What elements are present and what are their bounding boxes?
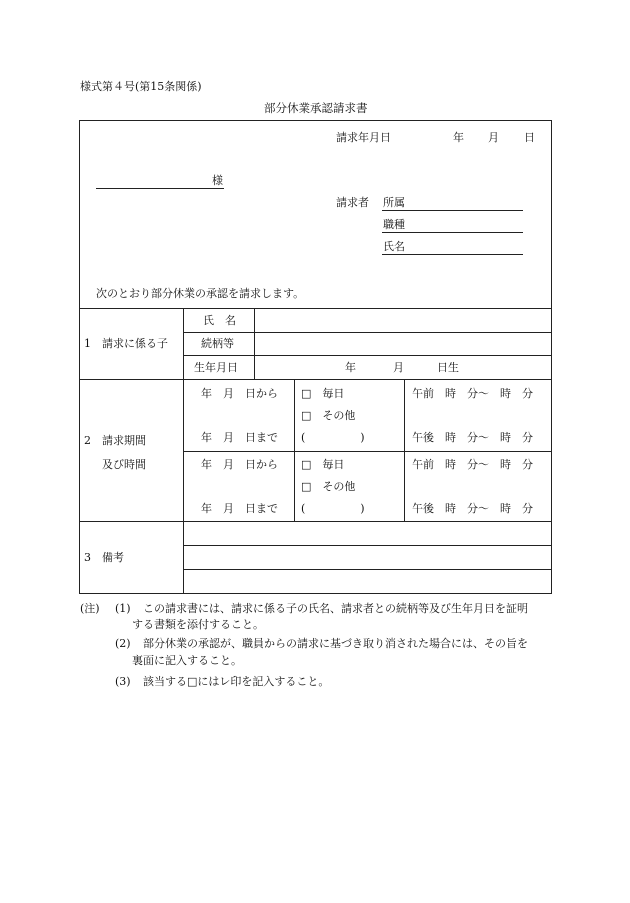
section2-top-line (79, 379, 552, 380)
section3-row-line-2 (183, 569, 552, 570)
period2-to: 年 月 日まで (201, 502, 278, 515)
position-underline (382, 232, 523, 233)
period2-from: 年 月 日から (201, 458, 278, 471)
period2-other-paren: ( ) (301, 502, 365, 515)
birth-year-label: 年 (345, 361, 356, 374)
affiliation-label: 所属 (383, 196, 405, 209)
period2-am-time: 午前 時 分～ 時 分 (412, 458, 533, 471)
note2-line2: 裏面に記入すること。 (132, 654, 242, 667)
period2-option-other: □ その他 (301, 480, 356, 493)
child-relation-label: 続柄等 (201, 337, 234, 350)
frame-top (79, 120, 552, 121)
section1-row-line-1 (183, 332, 552, 333)
name-label: 氏名 (383, 240, 405, 253)
section1-top-line (79, 308, 552, 309)
section2-label-line2: 及び時間 (102, 458, 146, 471)
period2-pm-time: 午後 時 分～ 時 分 (412, 502, 533, 515)
period1-option-other: □ その他 (301, 409, 356, 422)
section1-label: 1 請求に係る子 (84, 337, 168, 350)
form-title: 部分休業承認請求書 (264, 101, 368, 115)
affiliation-underline (382, 210, 523, 211)
frame-bottom (79, 593, 552, 594)
section2-block-divider (183, 451, 552, 452)
note1-number: (1) (115, 602, 131, 615)
period1-option-daily: □ 毎日 (301, 387, 345, 400)
note1-line1: この請求書には、請求に係る子の氏名、請求者との続柄等及び生年月日を証明 (143, 602, 528, 615)
request-date-day: 日 (524, 131, 535, 144)
note2-number: (2) (115, 637, 131, 650)
requester-label: 請求者 (336, 196, 369, 209)
section3-label: 3 備考 (84, 551, 124, 564)
period1-from: 年 月 日から (201, 387, 278, 400)
period1-other-paren: ( ) (301, 431, 365, 444)
addressee-underline (96, 188, 224, 189)
note1-line2: する書類を添付すること。 (132, 618, 264, 631)
addressee-suffix: 様 (212, 174, 223, 187)
request-statement: 次のとおり部分休業の承認を請求します。 (96, 287, 305, 300)
birth-day-label: 日生 (437, 361, 459, 374)
note2-line1: 部分休業の承認が、職員からの請求に基づき取り消された場合には、その旨を (143, 637, 528, 650)
birth-month-label: 月 (393, 361, 404, 374)
section3-row-line-1 (183, 545, 552, 546)
period1-to: 年 月 日まで (201, 431, 278, 444)
request-date-year: 年 (453, 131, 464, 144)
form-number: 様式第４号(第15条関係) (80, 80, 202, 93)
section2-time-divider (404, 379, 405, 521)
section2-date-divider (294, 379, 295, 521)
frame-right (551, 120, 552, 594)
period1-am-time: 午前 時 分～ 時 分 (412, 387, 533, 400)
period1-pm-time: 午後 時 分～ 時 分 (412, 431, 533, 444)
name-underline (382, 254, 523, 255)
section2-label-line1: 2 請求期間 (84, 434, 146, 447)
section1-row-line-2 (183, 355, 552, 356)
frame-left (79, 120, 80, 594)
request-date-label: 請求年月日 (336, 131, 391, 144)
period2-option-daily: □ 毎日 (301, 458, 345, 471)
section1-field-divider (254, 308, 255, 379)
note3-number: (3) (115, 675, 131, 688)
request-date-month: 月 (488, 131, 499, 144)
notes-prefix: (注) (80, 602, 100, 615)
child-birthdate-label: 生年月日 (194, 361, 238, 374)
note3-line1: 該当する□にはレ印を記入すること。 (143, 675, 330, 688)
child-name-label: 氏 名 (203, 314, 236, 327)
position-label: 職種 (383, 218, 405, 231)
section3-top-line (79, 521, 552, 522)
